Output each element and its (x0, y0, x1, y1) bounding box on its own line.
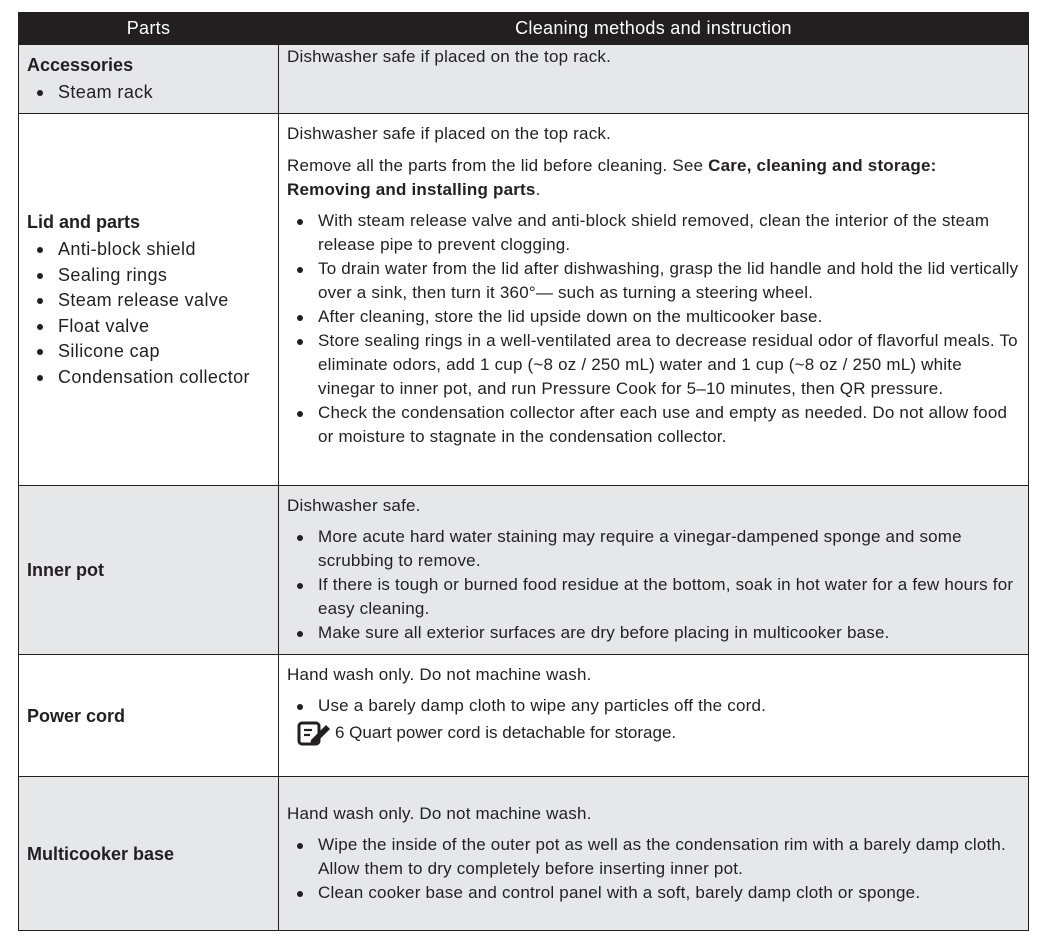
bullet-item: After cleaning, store the lid upside down on the multicooker base. (287, 305, 1020, 329)
part-cell-accessories (19, 45, 279, 114)
part-cell-inner-pot (19, 486, 279, 655)
bullet-list (287, 209, 1020, 449)
cleaning-table (18, 12, 1029, 931)
bullet-list (287, 525, 1020, 645)
method-cell-inner-pot (279, 486, 1029, 655)
part-item: Float valve (27, 314, 270, 340)
bullet-item: To drain water from the lid after dishwashing, grasp the lid handle and hold the lid vertically over a sink, then turn it 360°— such as turning a steering wheel. (287, 257, 1020, 305)
reference-pre: Remove all the parts from the lid before cleaning. See (287, 156, 709, 175)
bullet-item: Store sealing rings in a well-ventilated area to decrease residual odor of flavorful meals. To eliminate odors, add 1 cup (~8 oz / 250 mL) water and 1 cup (~8 oz / 250 mL) white vinegar to inner pot, and run Pressure Cook for 5–10 minutes, then QR pressure. (287, 329, 1020, 401)
table-row-lid (19, 114, 1029, 486)
reference-post: . (535, 180, 541, 199)
part-title: Inner pot (27, 560, 104, 580)
header-parts: Parts (19, 13, 279, 45)
part-item: Steam release valve (27, 288, 270, 314)
part-title: Accessories (27, 55, 134, 76)
bullet-item: Check the condensation collector after each use and empty as needed. Do not allow food or moisture to stagnate in the condensation collector. (287, 401, 1020, 449)
bullet-item: If there is tough or burned food residue at the bottom, soak in hot water for a few hours for easy cleaning. (287, 573, 1020, 621)
part-list (27, 237, 270, 390)
bullet-item: Make sure all exterior surfaces are dry before placing in multicooker base. (287, 621, 1020, 645)
method-text: Dishwasher safe if placed on the top rack. (287, 47, 612, 66)
header-methods: Cleaning methods and instruction (279, 13, 1029, 45)
part-item: Condensation collector (27, 365, 270, 391)
method-text: Dishwasher safe. (287, 496, 421, 515)
bullet-item: Clean cooker base and control panel with a soft, barely damp cloth or sponge. (287, 881, 1020, 905)
table-row-base (19, 777, 1029, 931)
bullet-item: Wipe the inside of the outer pot as well as the condensation rim with a barely damp cloth. Allow them to dry completely before inserting inner pot. (287, 833, 1020, 881)
part-item: Steam rack (27, 80, 270, 106)
method-cell-power-cord (279, 655, 1029, 777)
method-text: Hand wash only. Do not machine wash. (287, 665, 592, 684)
table-row-power-cord (19, 655, 1029, 777)
table-header-row (19, 13, 1029, 45)
bullet-item: Use a barely damp cloth to wipe any particles off the cord. (287, 694, 1020, 718)
bullet-list (287, 833, 1020, 905)
part-title: Multicooker base (27, 843, 175, 864)
reference-link-text: Care, cleaning and storage: Removing and installing parts (287, 156, 937, 199)
method-text: Dishwasher safe if placed on the top rack. (287, 124, 612, 143)
part-cell-power-cord (19, 655, 279, 777)
part-cell-base (19, 777, 279, 931)
part-cell-lid (19, 114, 279, 486)
method-text: Hand wash only. Do not machine wash. (287, 804, 592, 823)
part-item: Sealing rings (27, 263, 270, 289)
table-row-inner-pot (19, 486, 1029, 655)
note-pencil-icon (297, 720, 331, 746)
note-line (287, 720, 1020, 746)
table-row-accessories (19, 45, 1029, 114)
part-item: Silicone cap (27, 339, 270, 365)
method-text-reference (287, 154, 1020, 202)
bullet-item: More acute hard water staining may require a vinegar-dampened sponge and some scrubbing to remove. (287, 525, 1020, 573)
part-title: Power cord (27, 705, 126, 726)
part-title: Lid and parts (27, 212, 141, 232)
note-text: 6 Quart power cord is detachable for storage. (335, 723, 677, 742)
part-item: Anti-block shield (27, 237, 270, 263)
method-cell-lid (279, 114, 1029, 486)
bullet-list (287, 694, 1020, 718)
method-cell-accessories (279, 45, 1029, 114)
bullet-item: With steam release valve and anti-block shield removed, clean the interior of the steam release pipe to prevent clogging. (287, 209, 1020, 257)
method-cell-base (279, 777, 1029, 931)
part-list (27, 80, 270, 106)
